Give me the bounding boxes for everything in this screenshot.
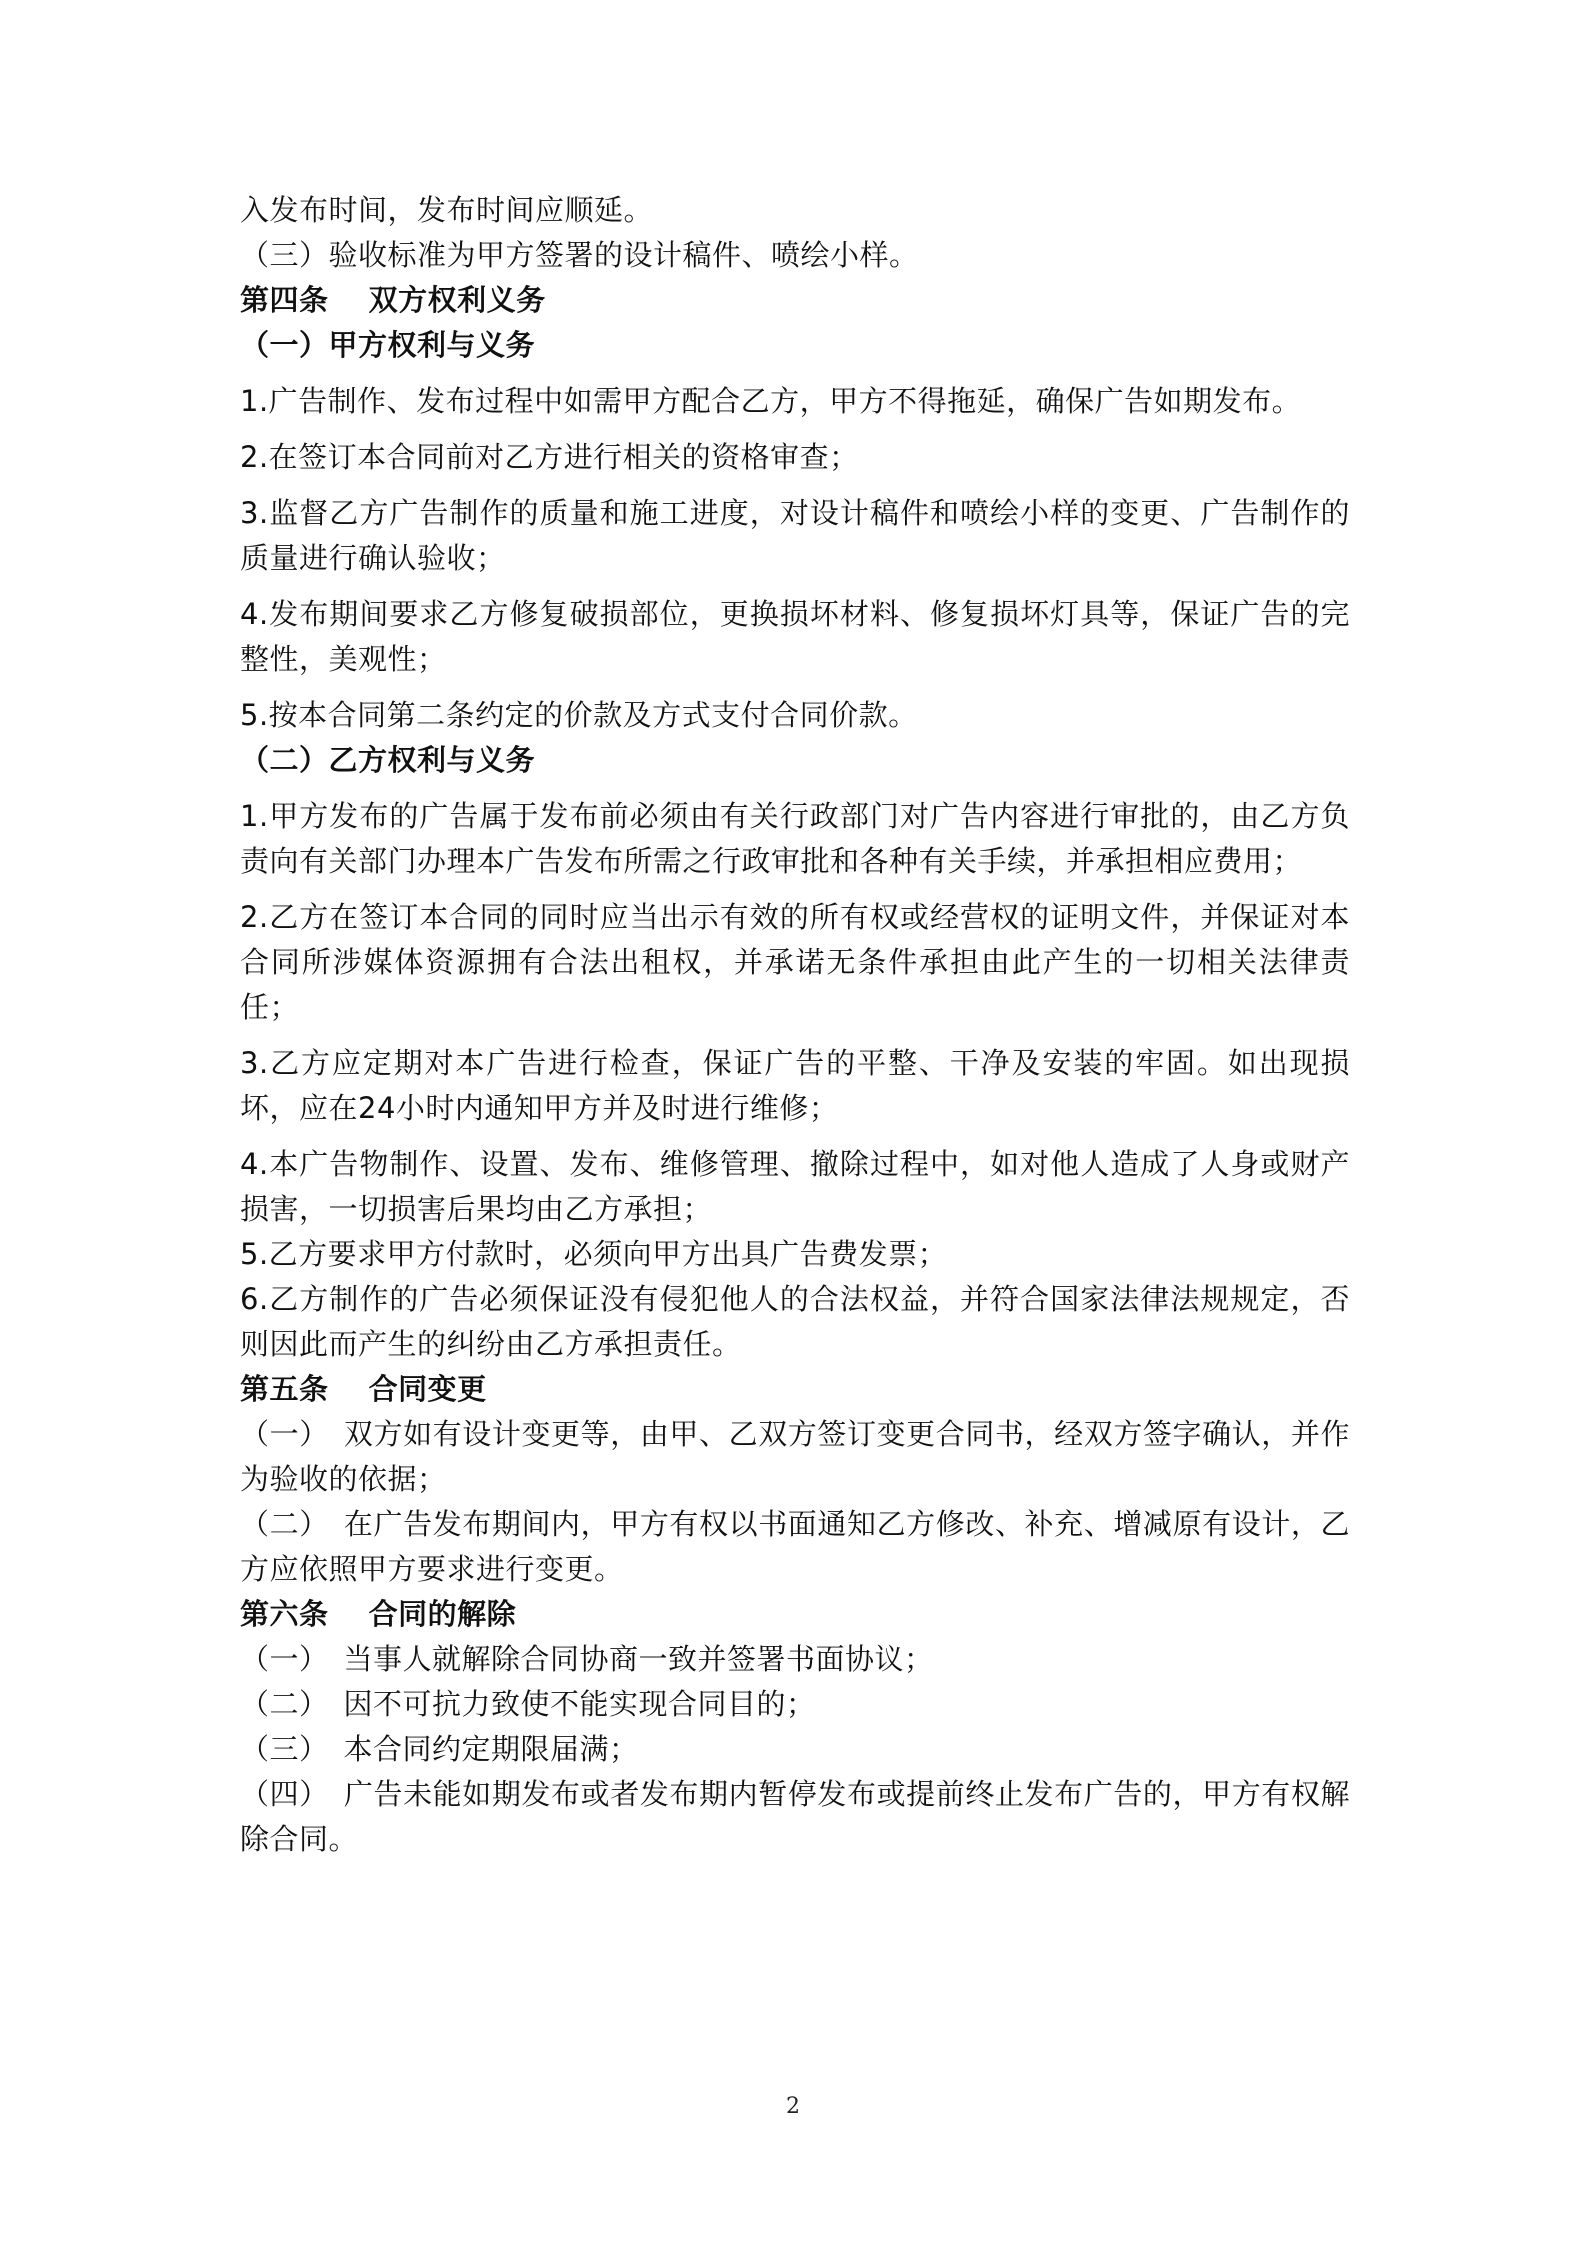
para-acceptance-standard: （三）验收标准为甲方签署的设计稿件、喷绘小样。 — [240, 238, 919, 272]
party-a-item-3: 3.监督乙方广告制作的质量和施工进度，对设计稿件和喷绘小样的变更、广告制作的质量进行确认验收； — [240, 496, 1350, 575]
article-6-item-3: （三） 本合同约定期限届满； — [240, 1732, 639, 1766]
party-b-item-4: 4.本广告物制作、设置、发布、维修管理、撤除过程中，如对他人造成了人身或财产损害，一切损害后果均由乙方承担； — [240, 1147, 1350, 1226]
party-b-heading: （二）乙方权利与义务 — [240, 743, 536, 777]
article-6-item-4: （四） 广告未能如期发布或者发布期内暂停发布或提前终止发布广告的，甲方有权解除合同。 — [240, 1777, 1350, 1856]
party-a-item-2: 2.在签订本合同前对乙方进行相关的资格审查； — [240, 440, 859, 474]
article-6-heading: 第六条 合同的解除 — [240, 1597, 517, 1631]
para-continuation: 入发布时间，发布时间应顺延。 — [240, 193, 654, 227]
party-b-item-5: 5.乙方要求甲方付款时，必须向甲方出具广告费发票； — [240, 1237, 948, 1271]
party-a-item-1: 1.广告制作、发布过程中如需甲方配合乙方，甲方不得拖延，确保广告如期发布。 — [240, 384, 1302, 418]
article-5-item-1: （一） 双方如有设计变更等，由甲、乙双方签订变更合同书，经双方签字确认，并作为验收的依据； — [240, 1417, 1350, 1496]
party-b-item-3: 3.乙方应定期对本广告进行检查，保证广告的平整、干净及安装的牢固。如出现损坏，应在24小时内通知甲方并及时进行维修； — [240, 1046, 1350, 1125]
party-a-heading: （一）甲方权利与义务 — [240, 328, 536, 362]
page-number: 2 — [786, 2094, 800, 2119]
party-a-item-4: 4.发布期间要求乙方修复破损部位，更换损坏材料、修复损坏灯具等，保证广告的完整性，美观性； — [240, 597, 1350, 676]
article-6-item-2: （二） 因不可抗力致使不能实现合同目的； — [240, 1687, 816, 1721]
article-5-item-2: （二） 在广告发布期间内，甲方有权以书面通知乙方修改、补充、增减原有设计，乙方应依照甲方要求进行变更。 — [240, 1507, 1350, 1586]
contract-page-body — [240, 188, 1350, 1862]
article-5-heading: 第五条 合同变更 — [240, 1372, 487, 1406]
article-6-item-1: （一） 当事人就解除合同协商一致并签署书面协议； — [240, 1642, 934, 1676]
party-a-item-5: 5.按本合同第二条约定的价款及方式支付合同价款。 — [240, 698, 918, 732]
party-b-item-6: 6.乙方制作的广告必须保证没有侵犯他人的合法权益，并符合国家法律法规规定，否则因此而产生的纠纷由乙方承担责任。 — [240, 1282, 1350, 1361]
party-b-item-2: 2.乙方在签订本合同的同时应当出示有效的所有权或经营权的证明文件，并保证对本合同所涉媒体资源拥有合法出租权，并承诺无条件承担由此产生的一切相关法律责任； — [240, 900, 1350, 1024]
article-4-heading: 第四条 双方权利义务 — [240, 283, 546, 317]
party-b-item-1: 1.甲方发布的广告属于发布前必须由有关行政部门对广告内容进行审批的，由乙方负责向有关部门办理本广告发布所需之行政审批和各种有关手续，并承担相应费用； — [240, 799, 1350, 878]
